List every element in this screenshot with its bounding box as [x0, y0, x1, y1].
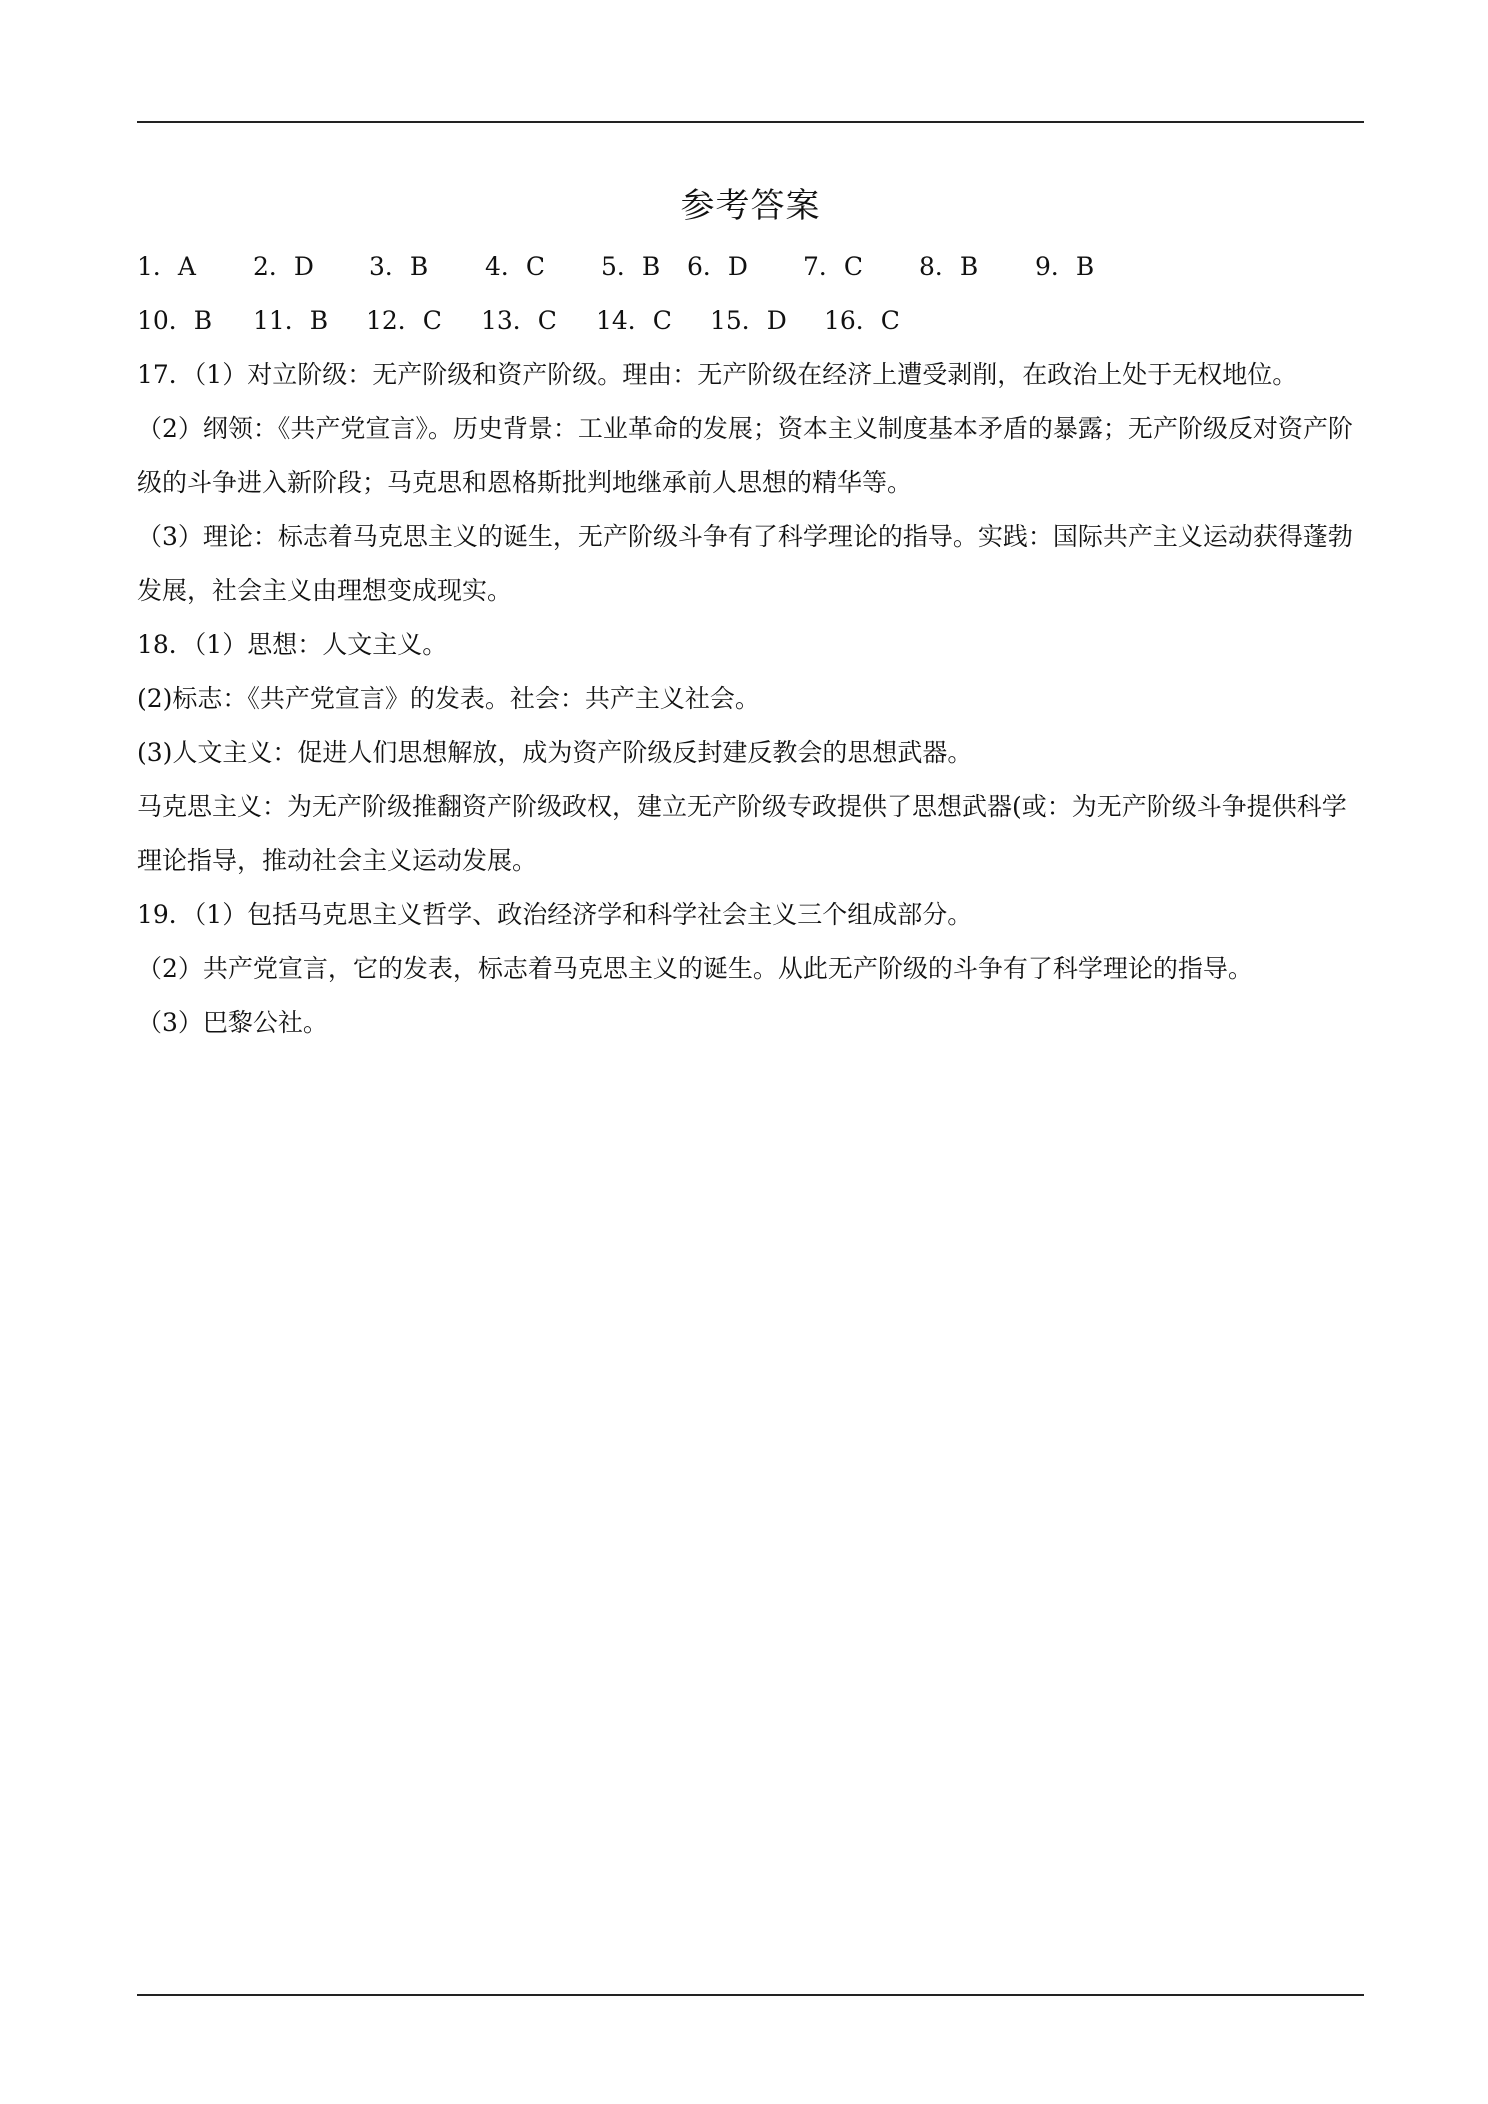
multiple-choice-row [137, 294, 1364, 348]
mc-answer: 5．B [601, 252, 661, 281]
mc-answer: 8．B [919, 252, 979, 281]
answer-17-part-3: （3）理论：标志着马克思主义的诞生，无产阶级斗争有了科学理论的指导。实践：国际共产主义运动获得蓬勃发展，社会主义由理想变成现实。 [137, 522, 1353, 605]
answer-18-part-3: (3)人文主义：促进人们思想解放，成为资产阶级反封建反教会的思想武器。 [137, 738, 973, 767]
mc-answer: 1．A [137, 252, 196, 281]
page-title: 参考答案 [680, 186, 821, 226]
answer-17-part-1: 17．（1）对立阶级：无产阶级和资产阶级。理由：无产阶级在经济上遭受剥削，在政治上处于无权地位。 [137, 360, 1298, 389]
mc-answer: 13．C [481, 306, 557, 335]
header-rule [137, 121, 1364, 123]
mc-answer: 15．D [710, 306, 787, 335]
answer-19-part-2: （2）共产党宣言，它的发表，标志着马克思主义的诞生。从此无产阶级的斗争有了科学理论的指导。 [137, 954, 1253, 983]
mc-answer: 10．B [137, 306, 213, 335]
answer-17-part-2: （2）纲领：《共产党宣言》。历史背景：工业革命的发展；资本主义制度基本矛盾的暴露；无产阶级反对资产阶级的斗争进入新阶段；马克思和恩格斯批判地继承前人思想的精华等。 [137, 414, 1353, 497]
mc-answer: 3．B [369, 252, 429, 281]
answer-18-part-2: (2)标志：《共产党宣言》的发表。社会：共产主义社会。 [137, 684, 760, 713]
mc-answer: 4．C [485, 252, 546, 281]
mc-answer: 2．D [253, 252, 314, 281]
multiple-choice-row [137, 240, 1364, 294]
mc-answer: 12．C [366, 306, 442, 335]
mc-answer: 11．B [253, 306, 329, 335]
footer-rule [137, 1994, 1364, 1996]
mc-answer: 9．B [1035, 252, 1095, 281]
mc-answer: 6．D [687, 252, 748, 281]
answer-19-part-1: 19．（1）包括马克思主义哲学、政治经济学和科学社会主义三个组成部分。 [137, 900, 973, 929]
answer-19-part-3: （3）巴黎公社。 [137, 1008, 328, 1037]
mc-answer: 16．C [824, 306, 900, 335]
answer-18-part-1: 18．（1）思想：人文主义。 [137, 630, 448, 659]
mc-answer: 14．C [596, 306, 672, 335]
mc-answer: 7．C [803, 252, 864, 281]
answer-key-document [137, 176, 1364, 1050]
answer-18-part-3-marxism: 马克思主义：为无产阶级推翻资产阶级政权，建立无产阶级专政提供了思想武器(或：为无产阶级斗争提供科学理论指导，推动社会主义运动发展。 [137, 792, 1347, 875]
